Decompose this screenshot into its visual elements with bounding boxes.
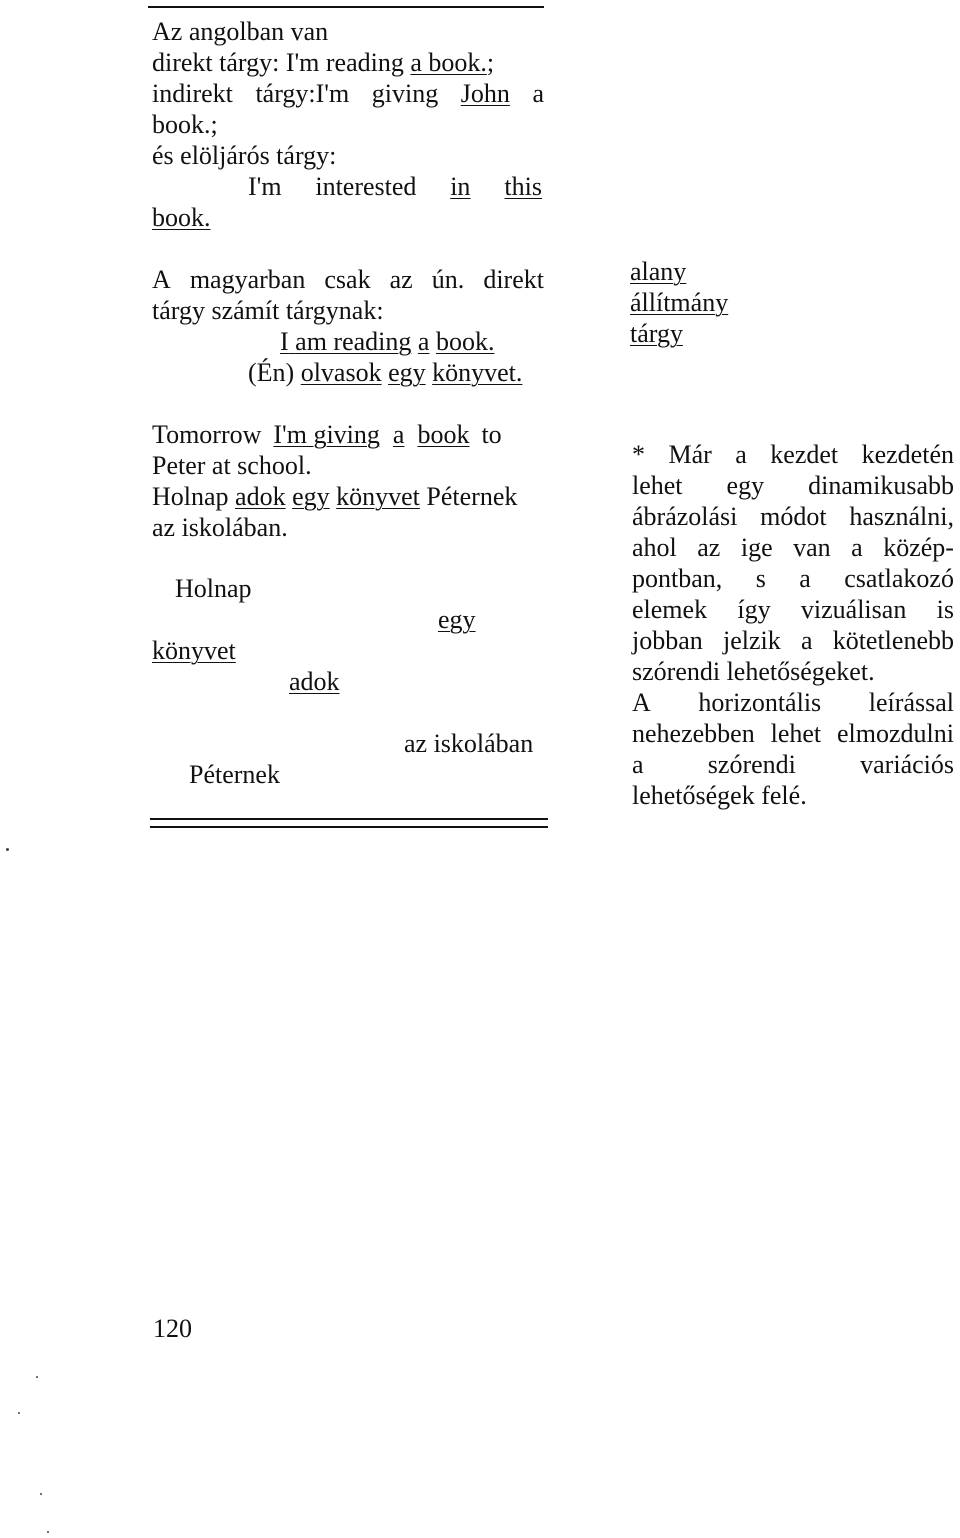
note-l1-w0: * (632, 440, 645, 469)
note-l4-w2: ige (740, 533, 773, 562)
note-line9 (632, 687, 954, 718)
p2-line3-u3: a (417, 327, 430, 356)
page-number: 120 (153, 1314, 192, 1343)
p1-line6-a: I'm (248, 172, 282, 201)
p3-line1-b: to (481, 420, 502, 449)
note-l5-w1: s (755, 564, 766, 593)
note-l3-w2: használni, (849, 502, 954, 531)
p3-line3-b: Péternek (426, 482, 518, 511)
note-l2-w0: lehet (632, 471, 683, 500)
p2-line1-d: az (389, 265, 413, 294)
note-l7-w1: jelzik (722, 626, 781, 655)
p2-line3 (254, 326, 494, 357)
p3-line3-u1: adok (235, 482, 286, 511)
p2-line3-u4: book. (435, 327, 495, 356)
p3-line3-u2: egy (292, 482, 330, 511)
note-l7-w3: kötetlenebb (832, 626, 954, 655)
note-l2-w1: egy (726, 471, 765, 500)
note-l11-w1: szórendi (707, 750, 796, 779)
note-l6-w0: elemek (632, 595, 708, 624)
diagram-adok (289, 666, 340, 697)
p1-line6-b: interested (315, 172, 417, 201)
note-l4-w1: az (697, 533, 721, 562)
p1-line4: book.; (152, 110, 218, 139)
note-line1 (632, 439, 954, 470)
diagram-adok-text: adok (289, 667, 340, 696)
note-line6 (632, 594, 954, 625)
p3-line1-underlined (261, 420, 380, 449)
note-l9-w2: leírással (868, 688, 954, 717)
legend-targy-text: tárgy (630, 319, 683, 348)
note-l10-w2: elmozdulni (837, 719, 954, 748)
note-line2 (632, 470, 954, 501)
p3-line3-a: Holnap (152, 482, 229, 511)
note-l1-w2: a (735, 440, 747, 469)
note-l10-w0: nehezebben (632, 719, 755, 748)
p2-line4 (248, 357, 522, 388)
note-l9-w0: A (632, 688, 651, 717)
note-l3-w0: ábrázolási (632, 502, 738, 531)
note-line7 (632, 625, 954, 656)
note-line11 (632, 749, 954, 780)
p3-line1-u3: book (417, 420, 470, 449)
note-l5-w0: pontban, (632, 564, 723, 593)
note-line5 (632, 563, 954, 594)
p2-line3-underlined (254, 327, 411, 356)
note-l4-w3: van (793, 533, 831, 562)
diagram-konyvet-text: könyvet (152, 636, 236, 665)
note-line3 (632, 501, 954, 532)
p2-line3-u2: am reading (295, 327, 412, 356)
p2-line1 (152, 264, 544, 295)
p1-line3-b: tárgy:I'm (255, 79, 350, 108)
diagram-konyvet (152, 635, 236, 666)
note-l7-w0: jobban (632, 626, 703, 655)
p1-line3-underlined: John (460, 79, 510, 108)
note-l6-w1: így (737, 595, 771, 624)
note-line10 (632, 718, 954, 749)
legend-targy (630, 318, 683, 349)
p1-line5: és elöljárós tárgy: (152, 141, 337, 170)
scan-speck (18, 1412, 20, 1414)
p3-line2: Peter at school. (152, 451, 312, 480)
scan-speck (47, 1531, 49, 1533)
p3-line1-u1: I'm giving (273, 420, 380, 449)
p3-line3-u3: könyvet (336, 482, 420, 511)
note-l4-w4: a (851, 533, 863, 562)
note-l5-w2: a (799, 564, 811, 593)
bottom-rule-2 (150, 826, 548, 828)
p2-line4-u1: olvasok (300, 358, 382, 387)
note-l11-w2: variációs (860, 750, 954, 779)
note-l6-w3: is (936, 595, 954, 624)
p1-line2 (152, 47, 494, 78)
p2-line4-u3: könyvet. (432, 358, 523, 387)
note-l1-w3: kezdet (770, 440, 839, 469)
p3-line1-underlined-2 (417, 420, 481, 449)
bottom-rule-1 (150, 818, 548, 820)
note-l10-w1: lehet (770, 719, 822, 748)
p2-line4-u2: egy (388, 358, 426, 387)
p1-line6 (248, 171, 542, 202)
note-l7-w2: a (800, 626, 813, 655)
p1-line3-d: a (532, 79, 544, 108)
note-l4-w5: közép- (883, 533, 954, 562)
legend-allitmany-text: állítmány (630, 288, 729, 317)
p1-line2-pre: direkt tárgy: I'm reading (152, 48, 411, 77)
p2-line1-b: magyarban (189, 265, 306, 294)
note-l4-w0: ahol (632, 533, 677, 562)
p3-line1-a: Tomorrow (152, 420, 262, 449)
p3-line1-u2: a (392, 420, 405, 449)
p1-line7-underlined: book. (152, 203, 211, 232)
top-rule (148, 6, 544, 8)
p1-line3 (152, 78, 544, 109)
legend-alany (630, 256, 686, 287)
p3-line1 (152, 419, 502, 450)
note-line4 (632, 532, 954, 563)
p2-line1-c: csak (324, 265, 371, 294)
diagram-az-iskolaban: az iskolában (404, 729, 534, 758)
p2-line2: tárgy számít tárgynak: (152, 296, 384, 325)
scan-speck (6, 848, 9, 851)
legend-alany-text: alany (630, 257, 687, 286)
p1-line3-c: giving (371, 79, 439, 108)
p1-line6-u1: in (450, 172, 471, 201)
p2-line1-f: direkt (483, 265, 544, 294)
note-line12: lehetőségek felé. (632, 781, 807, 810)
legend-allitmany (630, 287, 728, 318)
note-l11-w0: a (632, 750, 644, 779)
scan-speck (36, 1376, 38, 1378)
note-l9-w1: horizontális (698, 688, 822, 717)
note-l5-w3: csatlakozó (844, 564, 954, 593)
p1-line1: Az angolban van (152, 17, 329, 46)
p2-line3-u1: I (280, 327, 289, 356)
p3-line3 (152, 481, 517, 512)
p2-line4-pre: (Én) (248, 358, 301, 387)
p3-line4: az iskolában. (152, 513, 288, 542)
diagram-peternek: Péternek (189, 760, 280, 789)
note-l3-w1: módot (760, 502, 827, 531)
p1-line6-underlined (450, 171, 542, 202)
note-l1-w4: kezdetén (861, 440, 954, 469)
scan-speck (40, 1493, 42, 1495)
p1-line2-post: ; (486, 48, 495, 77)
p1-line7 (152, 202, 211, 233)
diagram-egy-text: egy (438, 605, 476, 634)
note-l6-w2: vizuálisan (800, 595, 907, 624)
p1-line2-underlined: a book. (410, 48, 487, 77)
p1-line6-u2: this (504, 172, 542, 201)
p1-line3-a: indirekt (152, 79, 233, 108)
diagram-egy (438, 604, 476, 635)
note-l2-w2: dinamikusabb (808, 471, 954, 500)
note-l1-w1: Már (668, 440, 712, 469)
note-line8: szórendi lehetőségeket. (632, 657, 875, 686)
diagram-holnap: Holnap (175, 574, 252, 603)
p2-line1-e: ún. (431, 265, 465, 294)
p2-line1-a: A (152, 265, 171, 294)
